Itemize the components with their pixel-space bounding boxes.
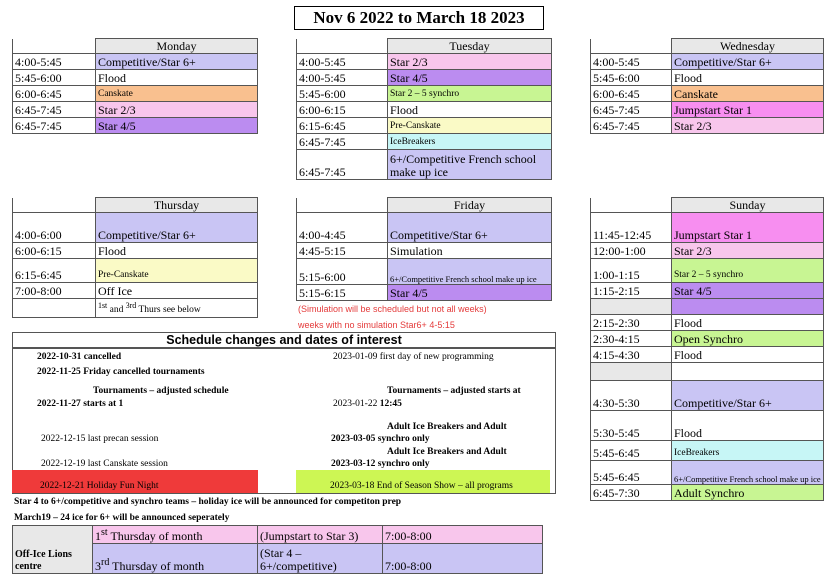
change-date: 2022-11-27 (37, 399, 81, 409)
friday-header: Friday (388, 198, 552, 213)
change-date: 2022-10-31 (37, 352, 82, 362)
tuesday-table (296, 38, 552, 180)
time-cell: 5:30-5:45 (591, 411, 672, 441)
activity-cell: Flood (388, 102, 552, 118)
time-cell: 7:00-8:00 (13, 283, 96, 299)
time-cell: 1:15-2:15 (591, 283, 672, 299)
activity-cell: 6+/Competitive French school make up ice (388, 150, 552, 180)
time-cell: 6:45-7:45 (13, 102, 96, 118)
time-cell: 4:00-5:45 (297, 54, 388, 70)
activity-cell: Flood (96, 70, 258, 86)
friday-note-2: weeks with no simulation Star6+ 4-5:15 (298, 320, 455, 330)
time-cell: 6:00-6:45 (591, 86, 672, 102)
time-cell: 4:00-6:00 (13, 213, 96, 243)
sunday-header: Sunday (672, 198, 824, 213)
off-ice-table (12, 525, 543, 574)
monday-table (12, 38, 258, 134)
activity-cell: Pre-Canskate (388, 118, 552, 134)
activity-cell: Star 2 – 5 synchro (388, 86, 552, 102)
change-right-4-top: Adult Ice Breakers and Adult (387, 447, 507, 457)
activity-cell: Star 2 – 5 synchro (672, 259, 824, 283)
time-cell: 6:45-7:45 (591, 102, 672, 118)
text-part: Thursday of month (107, 529, 203, 543)
activity-cell: Pre-Canskate (96, 259, 258, 283)
time-cell: 6:15-6:45 (13, 259, 96, 283)
activity-cell: Jumpstart Star 1 (672, 102, 824, 118)
change-text: synchro only (377, 434, 430, 444)
ordinal-sup: 3rd (125, 301, 137, 310)
change-right-2-top: Tournaments – adjusted starts at (387, 386, 521, 396)
off-ice-time: 7:00-8:00 (383, 544, 543, 574)
activity-cell: Canskate (96, 86, 258, 102)
time-cell: 6:45-7:45 (591, 118, 672, 134)
change-text: synchro only (377, 459, 430, 469)
activity-cell: Competitive/Star 6+ (388, 213, 552, 243)
change-left-4 (41, 434, 158, 445)
activity-cell: Competitive/Star 6+ (96, 213, 258, 243)
activity-cell: Competitive/Star 6+ (672, 381, 824, 411)
activity-cell: 6+/Competitive French school make up ice (388, 259, 552, 285)
time-cell: 5:15-6:15 (297, 285, 388, 301)
activity-cell: Star 4/5 (388, 70, 552, 86)
page-title: Nov 6 2022 to March 18 2023 (294, 6, 544, 30)
activity-cell: IceBreakers (388, 134, 552, 150)
holiday-fun-night-cell (12, 470, 258, 493)
change-text: End of Season Show – all programs (376, 481, 513, 491)
off-ice-label: Off-Ice Lions centre (13, 526, 93, 574)
activity-cell: Flood (672, 411, 824, 441)
ordinal-num: 3 (95, 559, 101, 573)
time-cell (13, 299, 96, 318)
tuesday-header: Tuesday (388, 39, 552, 54)
activity-cell: Off Ice (96, 283, 258, 299)
activity-cell (672, 363, 824, 381)
activity-cell: Flood (672, 70, 824, 86)
friday-note-1: (Simulation will be scheduled but not all weeks) (298, 304, 487, 314)
time-cell: 6:00-6:15 (297, 102, 388, 118)
change-date: 2022-12-15 (41, 434, 86, 444)
change-date: 2023-03-05 (331, 434, 376, 444)
time-cell: 6:45-7:45 (297, 134, 388, 150)
change-right-2 (333, 399, 402, 410)
changes-heading: Schedule changes and dates of interest (12, 332, 556, 348)
change-date: 2023-01-22 (333, 399, 378, 409)
change-date: 2022-11-25 (37, 367, 81, 377)
time-cell: 5:45-6:45 (591, 441, 672, 461)
activity-cell: Competitive/Star 6+ (96, 54, 258, 70)
change-text: Friday cancelled tournaments (83, 367, 205, 377)
time-cell: 4:15-4:30 (591, 347, 672, 363)
activity-cell: Canskate (672, 86, 824, 102)
activity-cell: 6+/Competitive French school make up ice (672, 461, 824, 485)
time-cell: 4:00-5:45 (297, 70, 388, 86)
change-left-2 (37, 367, 205, 378)
time-cell: 5:15-6:00 (297, 259, 388, 285)
time-cell (591, 299, 672, 315)
time-cell: 5:45-6:00 (297, 86, 388, 102)
change-text: cancelled (83, 352, 122, 362)
text-part: Thursday of month (109, 559, 205, 573)
activity-cell: Star 2/3 (96, 102, 258, 118)
change-right-1 (333, 352, 494, 363)
season-show-cell (296, 470, 550, 493)
activity-cell (672, 299, 824, 315)
change-left-5 (41, 459, 168, 470)
time-cell: 11:45-12:45 (591, 213, 672, 243)
march-ice-note: March19 – 24 ice for 6+ will be announced seperately (14, 513, 230, 523)
time-cell: 4:00-4:45 (297, 213, 388, 243)
activity-cell: Flood (96, 243, 258, 259)
time-cell: 6:00-6:15 (13, 243, 96, 259)
change-left-3-top: Tournaments – adjusted schedule (93, 386, 229, 396)
activity-cell: Star 4/5 (388, 285, 552, 301)
friday-table (296, 197, 552, 301)
change-left-1 (37, 352, 121, 363)
change-text: last Canskate session (87, 459, 168, 469)
activity-cell: Simulation (388, 243, 552, 259)
off-ice-group: (Star 4 – 6+/competitive) (258, 544, 383, 574)
activity-cell: Flood (672, 315, 824, 331)
thursday-table (12, 197, 258, 318)
time-cell: 2:15-2:30 (591, 315, 672, 331)
time-cell: 4:00-5:45 (591, 54, 672, 70)
change-text: first day of new programming (379, 352, 494, 362)
change-date: 2023-01-09 (333, 352, 378, 362)
time-cell: 4:30-5:30 (591, 381, 672, 411)
text-part: Thurs see below (136, 305, 201, 316)
time-cell: 6:15-6:45 (297, 118, 388, 134)
sunday-table (590, 197, 824, 501)
activity-cell: IceBreakers (672, 441, 824, 461)
time-cell: 12:00-1:00 (591, 243, 672, 259)
text-part: and (107, 305, 126, 316)
time-cell: 6:45-7:45 (297, 150, 388, 180)
off-ice-when (93, 526, 258, 544)
change-date: 2023-03-12 (331, 459, 376, 469)
off-ice-when (93, 544, 258, 574)
off-ice-time: 7:00-8:00 (383, 526, 543, 544)
change-text: last precan session (87, 434, 159, 444)
time-cell: 2:30-4:15 (591, 331, 672, 347)
change-text: starts at 1 (83, 399, 124, 409)
change-left-3 (37, 399, 123, 410)
time-cell: 1:00-1:15 (591, 259, 672, 283)
time-cell: 6:45-7:45 (13, 118, 96, 134)
change-right-4 (331, 459, 430, 470)
off-ice-group: (Jumpstart to Star 3) (258, 526, 383, 544)
change-text: 12:45 (379, 399, 402, 409)
activity-cell: Star 4/5 (96, 118, 258, 134)
activity-cell (96, 299, 258, 318)
time-cell: 4:45-5:15 (297, 243, 388, 259)
wednesday-header: Wednesday (672, 39, 824, 54)
activity-cell: Adult Synchro (672, 485, 824, 501)
ordinal-sup: rd (101, 557, 110, 568)
change-date: 2022-12-19 (41, 459, 86, 469)
time-cell: 5:45-6:00 (591, 70, 672, 86)
change-right-3-top: Adult Ice Breakers and Adult (387, 422, 507, 432)
activity-cell: Star 2/3 (672, 243, 824, 259)
wednesday-table (590, 38, 824, 134)
time-cell: 6:00-6:45 (13, 86, 96, 102)
ordinal-num: 1 (95, 529, 101, 543)
change-text: Holiday Fun Night (86, 481, 159, 491)
time-cell: 5:45-6:00 (13, 70, 96, 86)
ordinal-sup: st (101, 527, 108, 538)
ordinal-sup: 1st (98, 301, 108, 310)
holiday-ice-note: Star 4 to 6+/competitive and synchro teams – holiday ice will be announced for competiton prep (14, 497, 402, 507)
change-date: 2023-03-18 (330, 481, 375, 491)
change-date: 2022-12-21 (40, 481, 85, 491)
activity-cell: Star 2/3 (672, 118, 824, 134)
thursday-header: Thursday (96, 198, 258, 213)
time-cell: 6:45-7:30 (591, 485, 672, 501)
change-right-3 (331, 434, 430, 445)
activity-cell: Star 2/3 (388, 54, 552, 70)
monday-header: Monday (96, 39, 258, 54)
activity-cell: Competitive/Star 6+ (672, 54, 824, 70)
time-cell (591, 363, 672, 381)
activity-cell: Star 4/5 (672, 283, 824, 299)
time-cell: 5:45-6:45 (591, 461, 672, 485)
time-cell: 4:00-5:45 (13, 54, 96, 70)
activity-cell: Flood (672, 347, 824, 363)
activity-cell: Jumpstart Star 1 (672, 213, 824, 243)
activity-cell: Open Synchro (672, 331, 824, 347)
